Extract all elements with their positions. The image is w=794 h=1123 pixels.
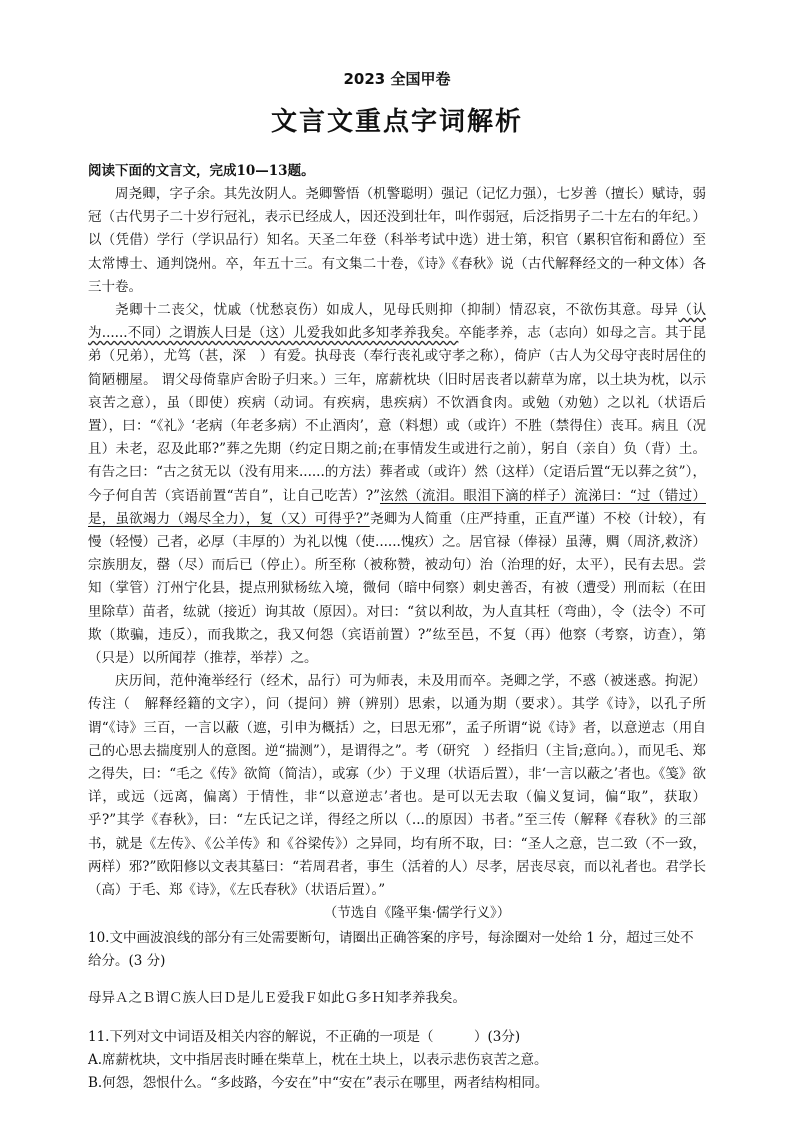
paragraph-2-part-a: 尧卿十二丧父，忧戚（忧愁哀伤）如成人，见母氏则抑（抑制）情忍哀，不欲伤其意。母异	[115, 302, 679, 319]
question-11: 11.下列对文中词语及相关内容的解说，不正确的一项是（ ）(3分)	[88, 1029, 521, 1046]
exam-label: 2023 全国甲卷	[343, 70, 451, 88]
question-11-option-b: B.何怨，怨恨什么。“多歧路，今安在”中“安在”表示在哪里，两者结构相同。	[88, 1075, 549, 1092]
passage-paragraph-1: 周尧卿，字子余。其先汝阴人。尧卿警悟（机警聪明）强记（记忆力强），七岁善（擅长）赋诗，弱冠（古代男子二十岁行冠礼，表示已经成人，因还没到壮年，叫作弱冠，后泛指男子二十左右的年纪。）以（凭借）学行（学识品行）知名。天圣二年登（科举考试中选）进士第，积官（累积官衔和爵位）至太常博士、通判饶州。卒，年五十三。有文集二十卷，《诗》《春秋》说（古代解释经文的一种文体）各三十卷。	[88, 186, 706, 295]
paragraph-2-part-c: 尧卿为人简重（庄严持重，正直严谨）不校（计较），有慢（轻慢）己者，必厚（丰厚的）为礼以愧（使......愧疚）之。居官禄（俸禄）虽薄，赒（周济,救济）宗族朋友，罄（尽）而后已（停止）。所至称（被称赞，被动句）治（治理的好，太平），民有去思。尝知（掌管）汀州宁化县，提点刑狱杨纮入境，微伺（暗中伺察）刺史善否，有被（遭受）刑而耘（在田里除草）苗者，纮就（接近）询其故（原因）。对曰：“贫以利故，为人直其枉（弯曲），令（法令）不可欺（欺骗，违反），而我欺之，我又何怨（宾语前置）?”纮至邑，不复（再）他察（考察，访查），第（只是）以所闻荐（推荐，举荐）之。	[88, 510, 707, 667]
underlined-sentence: 泫然（流泪。眼泪下滴的样子）流涕曰：“过（错过）是，虽欲竭力（竭尽全力），复（又）可得乎?”	[88, 487, 706, 527]
wavy-underlined-text: （认为......不同）之谓族人曰是（这）儿爱我如此多知孝养我矣。	[88, 302, 707, 342]
instruction: 阅读下面的文言文，完成10—13题。	[88, 163, 315, 179]
page-title: 文言文重点字词解析	[270, 107, 523, 137]
passage-source: （节选自《隆平集·儒学行义》）	[323, 905, 511, 922]
question-10: 10.文中画波浪线的部分有三处需要断句，请圈出正确答案的序号，每涂圈对一处给 1 分，超过三处不给分。(3 分)	[88, 930, 694, 970]
passage-paragraph-3: 庆历间，范仲淹举经行（经术，品行）可为师表，未及用而卒。尧卿之学，不惑（被迷惑。拘泥）传注（ 解释经籍的文字），问（提问）辨（辨别）思索，以通为期（要求）。其学《诗》，以孔子所谓“《诗》三百，一言以蔽（遮，引申为概括）之，曰思无邪”，孟子所谓“说《诗》者，以意逆志（用自己的心思去揣度别人的意图。逆“揣测”），是谓得之”。考（研究 ）经指归（主旨;意向。），而见毛、郑之得失，曰：“毛之《传》欲简（简洁），或寡（少）于义理（状语后置），非‘一言以蔽之’者也。《笺》欲详，或远（远离，偏离）于情性，非“以意逆志’者也。是可以无去取（偏义复词，偏“取”，获取）乎?”其学《春秋》，曰：“左氏记之详，得经之所以（...的原因）书者。”至三传（解释《春秋》的三部书，就是《左传》、《公羊传》和《谷梁传》）之异同，均有所不取，曰：“圣人之意，岂二致（不一致，两样）邪?”欧阳修以文表其墓曰：“若周君者，事生（活着的人）尽孝，居丧尽哀，而以礼者也。君学长（高）于毛、郑《诗》，《左氏春秋》（状语后置）。”	[88, 673, 706, 899]
passage-paragraph-2	[88, 299, 706, 670]
paragraph-2-part-b: 卒能孝养，志（志向）如母之言。其于昆弟（兄弟），尤笃（甚，深 ）有爱。执母丧（奉行丧礼或守孝之称），倚庐（古人为父母守丧时居住的简陋棚屋。 谓父母倚靠庐舍盼子归来。）三年，席薪枕块（旧时居丧者以薪草为席，以土块为枕，以示哀苦之意），虽（即使）疾病（动词。有疾病，患疾病）不饮酒食肉。或勉（劝勉）之以礼（状语后置），曰：“《礼》‘老病（年老多病）不止酒肉’，意（料想）或（或许）不胜（禁得住）丧耳。病且（况且）未老，忍及此耶?”葬之先期（约定日期之前;在事情发生或进行之前），躬自（亲自）负（背）土。有告之曰：“古之贫无以（没有用来......的方法）葬者或（或许）然（这样）（定语后置“无以葬之贫”），今子何自苦（宾语前置“苦自”，让自己吃苦）?”	[88, 325, 707, 504]
question-10-sentence: 母异Ａ之Ｂ谓Ｃ族人曰Ｄ是儿Ｅ爱我Ｆ如此Ｇ多Ｈ知孝养我矣。	[88, 990, 466, 1007]
question-11-option-a: A.席薪枕块，文中指居丧时睡在柴草上，枕在土块上，以表示悲伤哀苦之意。	[88, 1052, 548, 1069]
